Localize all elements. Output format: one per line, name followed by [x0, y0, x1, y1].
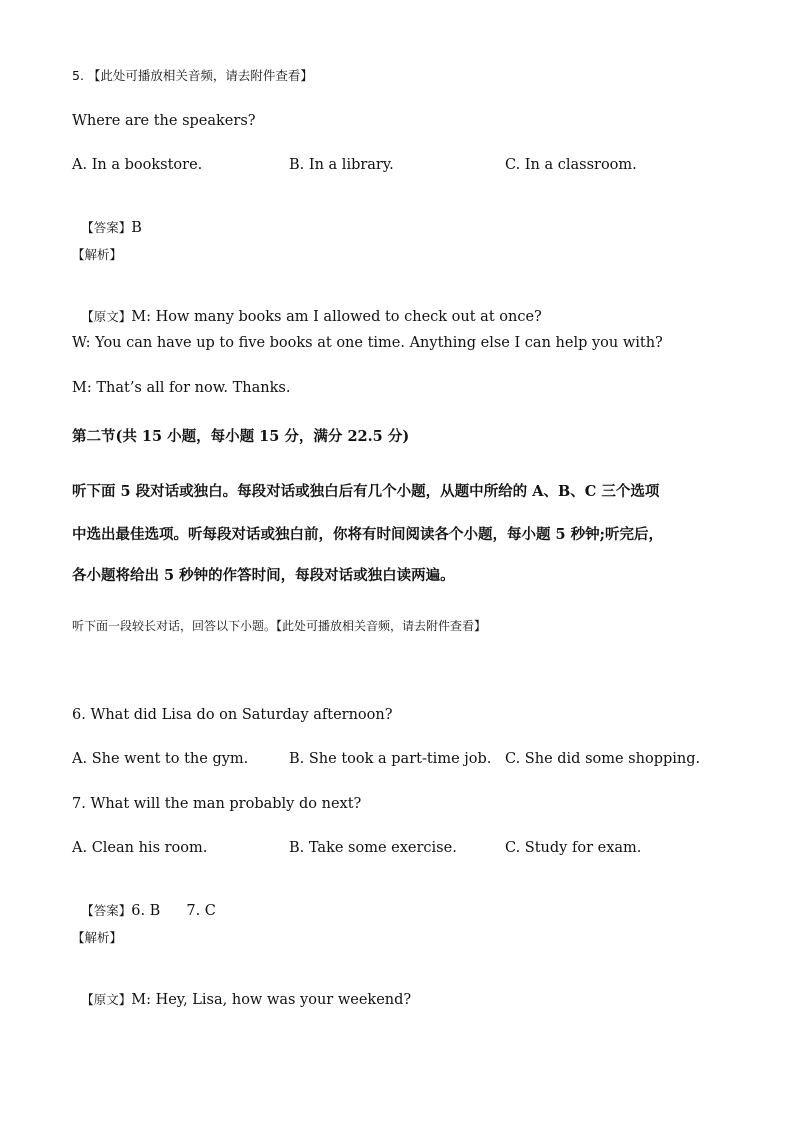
q5-answer-value: B [131, 220, 142, 236]
transcript-text: M: How many books am I allowed to check out at once? [131, 309, 542, 325]
answer-6: 6. B [131, 903, 161, 919]
q7-option-a: A. Clean his room. [72, 840, 208, 856]
q5-option-b: B. In a library. [289, 157, 394, 173]
question-6-text: 6. What did Lisa do on Saturday afternoon? [72, 707, 393, 723]
q5-transcript-line-2: W: You can have up to five books at one time. Anything else I can help you with? [72, 335, 663, 351]
answer-label: 【答案】 [81, 220, 132, 235]
q6-option-a: A. She went to the gym. [72, 751, 249, 767]
q5-option-c: C. In a classroom. [505, 157, 637, 173]
q5-option-a: A. In a bookstore. [72, 157, 203, 173]
q7-option-b: B. Take some exercise. [289, 840, 457, 856]
q5-analysis-label: 【解析】 [72, 247, 123, 262]
question-7-text: 7. What will the man probably do next? [72, 796, 362, 812]
question-5-text: Where are the speakers? [72, 113, 256, 129]
transcript-text: M: Hey, Lisa, how was your weekend? [131, 992, 412, 1008]
q5-transcript-line-1 [72, 290, 542, 326]
transcript-6-7-line-1 [72, 973, 411, 1009]
transcript-label: 【原文】 [81, 309, 132, 324]
q5-answer-line [72, 201, 142, 237]
answer-7: 7. C [186, 903, 216, 919]
answers-6-7-line [72, 884, 216, 920]
q7-option-c: C. Study for exam. [505, 840, 642, 856]
q6-option-b: B. She took a part-time job. [289, 751, 492, 767]
question-5-header: 5. 【此处可播放相关音频，请去附件查看】 [72, 68, 313, 83]
section-2-instruction-3: 各小题将给出 5 秒钟的作答时间，每段对话或独白读两遍。 [72, 567, 455, 584]
answer-label: 【答案】 [81, 903, 132, 918]
section-2-title: 第二节(共 15 小题，每小题 15 分，满分 22.5 分) [72, 428, 410, 445]
analysis-6-7-label: 【解析】 [72, 930, 123, 945]
section-2-instruction-1: 听下面 5 段对话或独白。每段对话或独白后有几个小题，从题中所给的 A、B、C 三个选项 [72, 483, 660, 500]
q6-option-c: C. She did some shopping. [505, 751, 701, 767]
section-2-instruction-2: 中选出最佳选项。听每段对话或独白前，你将有时间阅读各个小题，每小题 5 秒钟;听完后， [72, 526, 664, 543]
section-2-audio-note: 听下面一段较长对话，回答以下小题。【此处可播放相关音频，请去附件查看】 [72, 619, 487, 633]
q5-transcript-line-3: M: That’s all for now. Thanks. [72, 380, 291, 396]
transcript-label: 【原文】 [81, 992, 132, 1007]
